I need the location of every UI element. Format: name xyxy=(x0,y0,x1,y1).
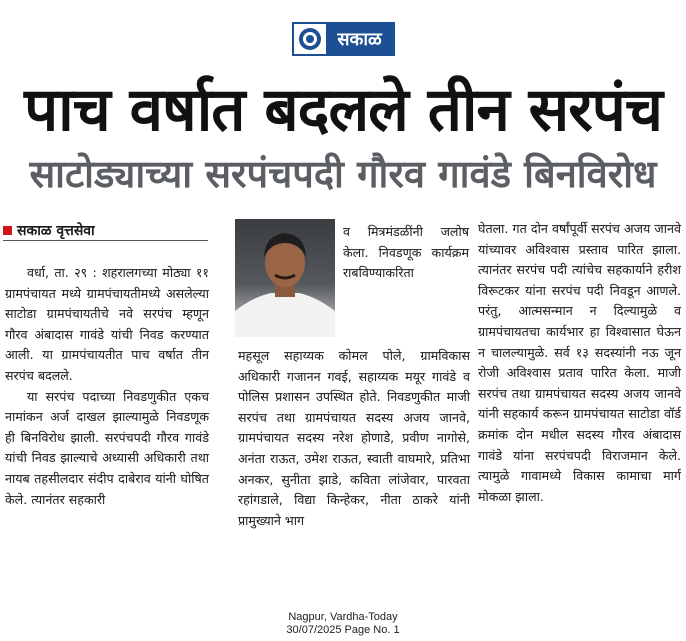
logo-text: सकाळ xyxy=(326,24,393,54)
paragraph: व मित्रमंडळींनी जलोष केला. निवडणूक कार्यक्रम राबविण्याकरिता xyxy=(343,224,469,281)
paragraph: वर्धा, ता. २९ : शहरालगच्या मोठ्या ११ ग्रामपंचायत मध्ये ग्रामपंचायतीमध्ये असलेल्या साटोडा ग्रामपंचायतीचे नवे सरपंच म्हणून गौरव अंबादास गावंडे यांची निवड करण्यात आली. या ग्रामपंचायतीत पाच वर्षात तीन सरपंच बदलले. xyxy=(5,265,209,383)
footer-date-page: 30/07/2025 Page No. 1 xyxy=(286,624,400,636)
footer xyxy=(0,611,686,637)
article-column-1 xyxy=(5,263,209,510)
article-column-2 xyxy=(238,346,470,531)
footer-edition: Nagpur, Vardha-Today xyxy=(288,611,398,623)
byline-text: सकाळ वृत्तसेवा xyxy=(17,222,95,239)
article-column-3 xyxy=(478,219,681,507)
byline-square-icon xyxy=(3,226,12,235)
paragraph: घेतला. गत दोन वर्षांपूर्वी सरपंच अजय जानवे यांच्यावर अविश्वास प्रस्ताव पारित झाला. त्यानंतर सरपंच पदी त्यांचेच सहकार्याने हरीश विरूटकर यांना सरपंच पदी निवडून आणले. परंतु, आत्मसन्मान न दिल्यामुळे व ग्रामपंचायतचा कार्यभार हा विश्वासात घेऊन न चालल्यामुळे. सर्व १३ सदस्यांनी नऊ जून रोजी अविश्वास प्रताव पारित केला. माजी सरपंच तथा ग्रामपंचायत सदस्य अजय जानवे यांनी सहकार्य करून ग्रामपंचायत साटोडा वॉर्ड क्रमांक दोन मधील सदस्य गौरव अंबादास गावंडे यांना सरपंचपदी विराजमान केले. त्यामुळे गावामध्ये विकास कामाचा मार्ग मोकळा झाला. xyxy=(478,221,681,504)
subheadline: साटोड्याच्या सरपंचपदी गौरव गावंडे बिनविरोध xyxy=(29,152,657,196)
sakal-emblem-icon xyxy=(297,26,323,52)
headline: पाच वर्षात बदलले तीन सरपंच xyxy=(24,75,662,145)
article-column-2-top xyxy=(343,222,469,284)
byline xyxy=(3,220,208,241)
sarpanch-photo xyxy=(235,219,335,337)
paragraph: या सरपंच पदाच्या निवडणुकीत एकच नामांकन अर्ज दाखल झाल्यामुळे निवडणूक ही बिनविरोध झाली. सरपंचपदी गौरव गावंडे यांची निवड झाल्याचे अध्यासी अधिकारी तथा नायब तहसीलदार संदीप दाबेराव यांनी घोषित केले. त्यानंतर सहकारी xyxy=(5,388,209,507)
paragraph: महसूल सहाय्यक कोमल पोले, ग्रामविकास अधिकारी गजानन गवई, सहाय्यक मयूर गावंडे व पोलिस प्रशासन उपस्थित होते. निवडणुकीत माजी सरपंच तथा ग्रामपंचायत सदस्य अजय जानवे, ग्रामपंचायत सदस्य नरेश होणाडे, प्रवीण नागोसे, अनंता राऊत, उमेश राऊत, स्वाती वाघमारे, प्रतिभा अनकर, सुनीता झाडे, कविता लांजेवार, पारवता रहांगडाले, विद्या किन्हेकर, नीता ठाकरे यांनी प्रामुख्याने भाग xyxy=(238,348,470,528)
sakal-logo xyxy=(292,22,395,56)
